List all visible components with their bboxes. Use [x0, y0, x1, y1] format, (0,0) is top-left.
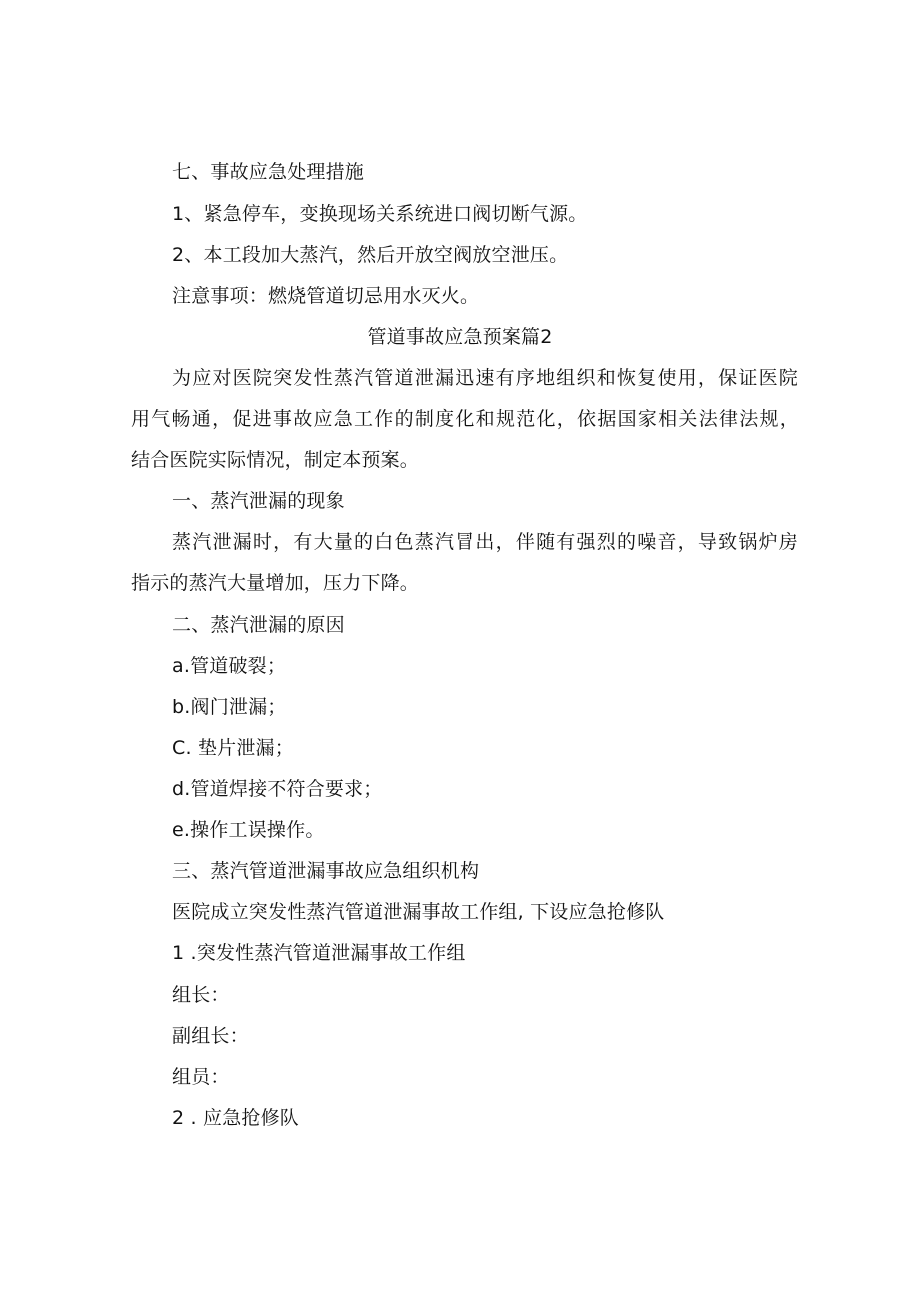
- section-heading-3: 三、蒸汽管道泄漏事故应急组织机构: [172, 860, 480, 882]
- intro-paragraph-line-1: 为应对医院突发性蒸汽管道泄漏迅速有序地组织和恢复使用，保证医院: [172, 367, 798, 389]
- cause-item-c: C. 垫片泄漏；: [172, 737, 294, 759]
- phenomenon-paragraph-line-2: 指示的蒸汽大量增加，压力下降。: [131, 572, 420, 594]
- section-heading-2: 二、蒸汽泄漏的原因: [172, 614, 345, 636]
- team-heading-2: 2 . 应急抢修队: [172, 1107, 300, 1129]
- team-heading-1: 1 .突发性蒸汽管道泄漏事故工作组: [172, 942, 466, 964]
- section-heading-1: 一、蒸汽泄漏的现象: [172, 490, 345, 512]
- team-members-label: 组员：: [172, 1066, 230, 1088]
- cause-item-d: d.管道焊接不符合要求；: [172, 778, 383, 800]
- organization-paragraph: 医院成立突发性蒸汽管道泄漏事故工作组, 下设应急抢修队: [172, 901, 665, 923]
- intro-paragraph-line-2: 用气畅通，促进事故应急工作的制度化和规范化，依据国家相关法律法规，: [131, 408, 799, 430]
- measure-item-2: 2、本工段加大蒸汽，然后开放空阀放空泄压。: [172, 244, 569, 266]
- phenomenon-paragraph-line-1: 蒸汽泄漏时，有大量的白色蒸汽冒出，伴随有强烈的噪音，导致锅炉房: [172, 531, 798, 553]
- intro-paragraph-line-3: 结合医院实际情况，制定本预案。: [131, 449, 420, 471]
- section-heading-7: 七、事故应急处理措施: [172, 161, 365, 183]
- document-title: 管道事故应急预案篇2: [367, 326, 553, 348]
- team-leader-label: 组长：: [172, 984, 230, 1006]
- cause-item-b: b.阀门泄漏；: [172, 696, 287, 718]
- notice-text: 注意事项：燃烧管道切忌用水灭火。: [172, 285, 480, 307]
- deputy-leader-label: 副组长：: [172, 1025, 249, 1047]
- measure-item-1: 1、紧急停车，变换现场关系统进口阀切断气源。: [172, 203, 588, 225]
- cause-item-a: a.管道破裂；: [172, 655, 287, 677]
- cause-item-e: e.操作工误操作。: [172, 819, 325, 841]
